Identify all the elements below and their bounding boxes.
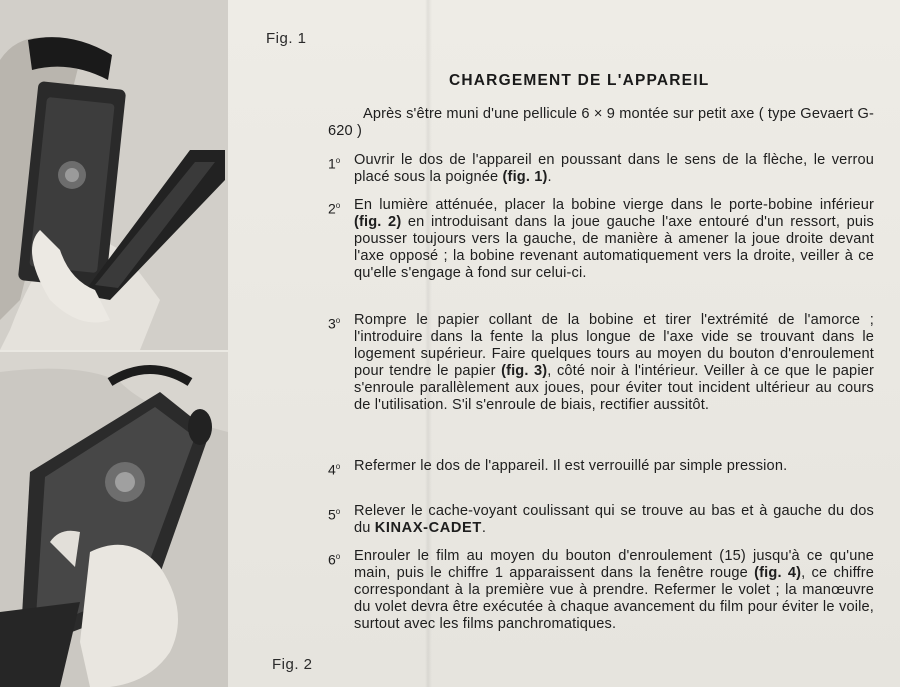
figure-reference: (fig. 3) [501, 363, 548, 379]
step-number: 1$^o$ [328, 155, 341, 172]
step-text: Refermer le dos de l'appareil. Il est verrouillé par simple pression. [354, 458, 788, 474]
figure-reference: (fig. 1) [502, 169, 548, 185]
figure-reference: (fig. 4) [754, 565, 802, 581]
step-number: 2$^o$ [328, 200, 341, 217]
step-number: 4$^o$ [328, 461, 341, 478]
figure-2-photo [0, 352, 228, 687]
document-title: CHARGEMENT DE L'APPAREIL [449, 72, 710, 89]
step-text: En lumière atténuée, placer la bobine vierge dans le porte-bobine inférieur (fig. 2) en introduisant dans la joue gauche l'axe entouré d'un ressort, puis pousser toujours vers la gauche, de manière à amener la joue droite devant l'axe opposé ; la bobine revenant automatiquement vers la droite, veiller à ce qu'elle s'engage à fond sur celui-ci. [354, 197, 874, 281]
step-text: Relever le cache-voyant coulissant qui se trouve au bas et à gauche du dos du KINAX-CADET. [354, 503, 874, 536]
intro-paragraph: Après s'être muni d'une pellicule 6 × 9 montée sur petit axe ( type Gevaert G-620 ) [328, 106, 874, 139]
camera-brand-name: KINAX-CADET [374, 520, 482, 536]
figure-2-label: Fig. 2 [272, 656, 313, 673]
figure-1-photo [0, 0, 228, 350]
step-text: Ouvrir le dos de l'appareil en poussant dans le sens de la flèche, le verrou placé sous la poignée (fig. 1). [354, 152, 874, 185]
step-number: 3$^o$ [328, 315, 341, 332]
step-text: Rompre le papier collant de la bobine et tirer l'extrémité de l'amorce ; l'introduire dans la fente la plus longue de l'axe vide se trouvant dans le logement supérieur. Faire quelques tours au moyen du bouton d'enroulement pour tendre le papier (fig. 3), côté noir à l'intérieur. Veiller à ce que le papier s'enroule parallèlement aux joues, pour éviter tout incident ultérieur au cours de l'utilisation. S'il s'enroule de biais, rectifier aussitôt. [354, 312, 874, 413]
camera-open-back-illustration [0, 0, 228, 350]
figure-reference: (fig. 2) [354, 214, 402, 230]
camera-folding-illustration [0, 352, 228, 687]
step-number: 6$^o$ [328, 551, 341, 568]
figure-1-label: Fig. 1 [266, 30, 307, 47]
step-text: Enrouler le film au moyen du bouton d'enroulement (15) jusqu'à ce qu'une main, puis le chiffre 1 apparaissent dans la fenêtre rouge (fig. 4), ce chiffre correspondant à la première vue à prendre. Refermer le volet ; la manœuvre du volet devra être exécutée à chaque avancement du film pour éviter le voile, surtout avec les films panchromatiques. [354, 548, 874, 632]
step-number: 5$^o$ [328, 506, 341, 523]
